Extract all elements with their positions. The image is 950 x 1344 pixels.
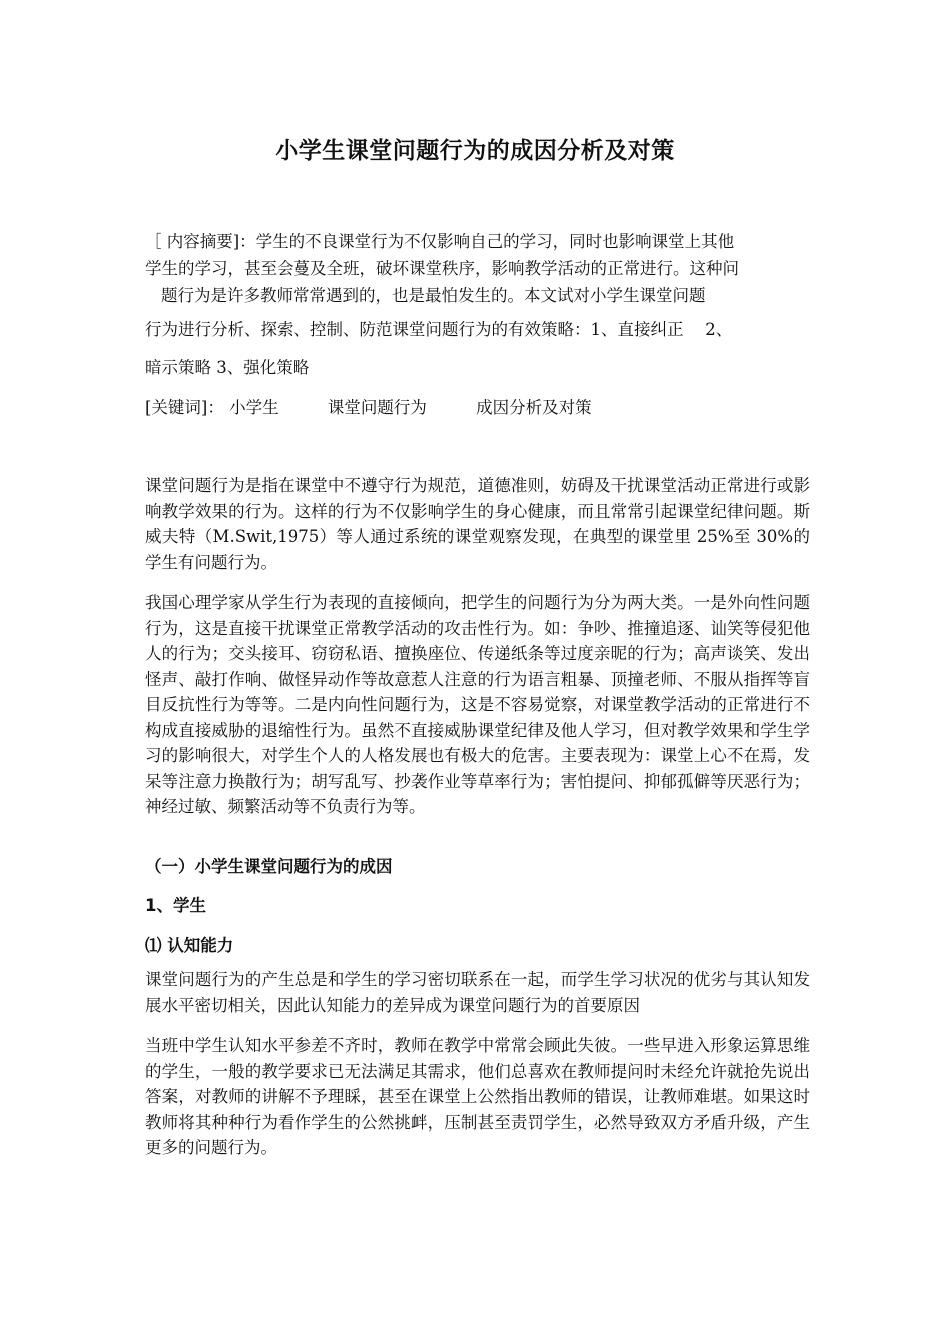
keywords-label: [关键词]： [145, 398, 224, 417]
keyword-item: 成因分析及对策 [476, 398, 592, 417]
abstract [145, 228, 810, 309]
section-heading: （一）小学生课堂问题行为的成因 [145, 857, 393, 876]
abstract-line-3: 题行为是许多教师常常遇到的，也是最怕发生的。本文试对小学生课堂问题 [161, 286, 706, 305]
subsubsection-heading: ⑴ 认知能力 [145, 936, 234, 955]
subsection-heading: 1、学生 [145, 896, 206, 915]
paragraph-classification: 我国心理学家从学生行为表现的直接倾向，把学生的问题行为分为两大类。一是外向性问题行为，这是直接干扰课堂正常教学活动的攻击性行为。如：争吵、推撞追逐、讪笑等侵犯他人的行为；交头接耳、窃窃私语、擅换座位、传递纸条等过度亲昵的行为；高声谈笑、发出怪声、敲打作响、做怪异动作等故意惹人注意的行为语言粗暴、顶撞老师、不服从指挥等盲目反抗性行为等等。二是内向性问题行为，这是不容易觉察，对课堂教学活动的正常进行不构成直接威胁的退缩性行为。虽然不直接威胁课堂纪律及他人学习，但对教学效果和学生学习的影响很大，对学生个人的人格发展也有极大的危害。主要表现为：课堂上心不在焉，发呆等注意力换散行为；胡写乱写、抄袭作业等草率行为；害怕提问、抑郁孤僻等厌恶行为；神经过敏、频繁活动等不负责行为等。 [145, 593, 810, 816]
document-title: 小学生课堂问题行为的成因分析及对策 [275, 138, 675, 164]
keyword-item: 课堂问题行为 [327, 398, 427, 417]
keyword-item: 小学生 [229, 398, 279, 417]
abstract-line-1: ［ 内容摘要]：学生的不良课堂行为不仅影响自己的学习，同时也影响课堂上其他 [145, 232, 735, 251]
abstract-line-5: 暗示策略 3、强化策略 [145, 358, 310, 377]
keywords [145, 396, 810, 420]
paragraph-teaching: 当班中学生认知水平参差不齐时，教师在教学中常常会顾此失彼。一些早进入形象运算思维的学生，一般的教学要求已无法满足其需求，他们总喜欢在教师提问时未经允许就抢先说出答案，对教师的讲解不予理睬，甚至在课堂上公然指出教师的错误，让教师难堪。如果这时教师将其种种行为看作学生的公然挑衅，压制甚至责罚学生，必然导致双方矛盾升级，产生更多的问题行为。 [145, 1036, 810, 1157]
paragraph-intro: 课堂问题行为是指在课堂中不遵守行为规范，道德准则，妨碍及干扰课堂活动正常进行或影响教学效果的行为。这样的行为不仅影响学生的身心健康，而且常常引起课堂纪律问题。斯威夫特（M.Swit,1975）等人通过系统的课堂观察发现，在典型的课堂里 25%至 30%的学生有问题行为。 [145, 476, 810, 572]
abstract-line-2: 学生的学习，甚至会蔓及全班，破坏课堂秩序，影响教学活动的正常进行。这种问 [145, 259, 739, 278]
paragraph-cognition: 课堂问题行为的产生总是和学生的学习密切联系在一起，而学生学习状况的优劣与其认知发展水平密切相关，因此认知能力的差异成为课堂问题行为的首要原因 [145, 970, 810, 1015]
abstract-line-4: 行为进行分析、探索、控制、防范课堂问题行为的有效策略：1、直接纠正 2、 [145, 320, 733, 339]
